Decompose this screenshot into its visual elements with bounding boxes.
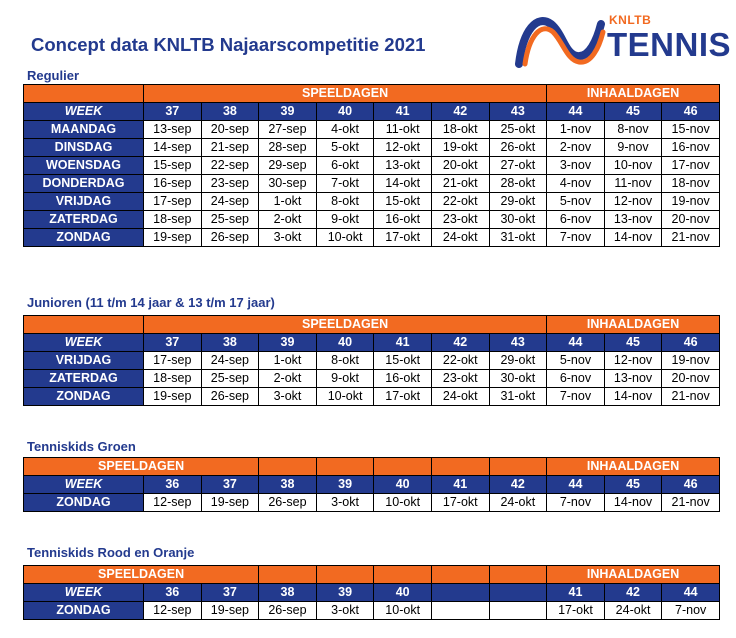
week-number: 45: [604, 334, 662, 352]
inhaaldagen-header: INHAALDAGEN: [547, 316, 720, 334]
empty-header-cell: [431, 566, 489, 584]
week-number: 38: [259, 476, 317, 494]
day-label: DINSDAG: [24, 139, 144, 157]
date-cell: 27-okt: [489, 157, 547, 175]
date-cell: 24-okt: [489, 494, 547, 512]
date-cell: 11-nov: [604, 175, 662, 193]
date-cell: 18-sep: [144, 370, 202, 388]
week-number: 44: [547, 334, 605, 352]
table-row: [24, 157, 720, 175]
table-row: [24, 229, 720, 247]
corner-cell: [24, 316, 144, 334]
date-cell: [431, 602, 489, 620]
date-cell: 12-sep: [144, 494, 202, 512]
date-cell: 1-okt: [259, 352, 317, 370]
date-cell: 7-nov: [547, 388, 605, 406]
date-cell: 15-okt: [374, 352, 432, 370]
table-row: [24, 602, 720, 620]
section-title-tenniskids-groen: Tenniskids Groen: [27, 439, 136, 454]
date-cell: 28-sep: [259, 139, 317, 157]
date-cell: 23-okt: [431, 370, 489, 388]
day-label: ZONDAG: [24, 494, 144, 512]
week-row: [24, 584, 720, 602]
date-cell: 19-sep: [201, 602, 259, 620]
date-cell: 17-okt: [374, 229, 432, 247]
week-number: 40: [374, 476, 432, 494]
knltb-tennis-logo: [515, 10, 732, 68]
date-cell: 24-sep: [201, 193, 259, 211]
date-cell: 19-nov: [662, 352, 720, 370]
date-cell: 6-okt: [316, 157, 374, 175]
corner-cell: [24, 85, 144, 103]
date-cell: 7-nov: [662, 602, 720, 620]
date-cell: 4-okt: [316, 121, 374, 139]
section-title-regulier: Regulier: [27, 68, 80, 83]
page-title: Concept data KNLTB Najaarscompetitie 2021: [31, 34, 426, 55]
week-row: [24, 476, 720, 494]
table-row: [24, 211, 720, 229]
week-label: WEEK: [24, 476, 144, 494]
section-title-junioren: Junioren (11 t/m 14 jaar & 13 t/m 17 jaar): [27, 295, 275, 310]
day-label: WOENSDAG: [24, 157, 144, 175]
week-label: WEEK: [24, 334, 144, 352]
inhaaldagen-header: INHAALDAGEN: [547, 566, 720, 584]
date-cell: 12-nov: [604, 193, 662, 211]
week-number: 39: [259, 103, 317, 121]
date-cell: 2-nov: [547, 139, 605, 157]
empty-header-cell: [259, 458, 317, 476]
date-cell: 22-okt: [431, 352, 489, 370]
date-cell: 14-sep: [144, 139, 202, 157]
date-cell: 10-nov: [604, 157, 662, 175]
empty-header-cell: [374, 566, 432, 584]
date-cell: [489, 602, 547, 620]
date-cell: 13-nov: [604, 211, 662, 229]
date-cell: 10-okt: [316, 229, 374, 247]
date-cell: 30-sep: [259, 175, 317, 193]
date-cell: 11-okt: [374, 121, 432, 139]
date-cell: 19-sep: [201, 494, 259, 512]
empty-header-cell: [374, 458, 432, 476]
date-cell: 20-nov: [662, 370, 720, 388]
date-cell: 13-okt: [374, 157, 432, 175]
date-cell: 14-okt: [374, 175, 432, 193]
date-cell: 3-nov: [547, 157, 605, 175]
week-number: 42: [489, 476, 547, 494]
speeldagen-header: SPEELDAGEN: [144, 85, 547, 103]
table-tenniskids-rood-oranje: [23, 565, 720, 620]
speeldagen-header: SPEELDAGEN: [24, 566, 259, 584]
empty-header-cell: [316, 458, 374, 476]
date-cell: 2-okt: [259, 211, 317, 229]
day-label: ZONDAG: [24, 388, 144, 406]
week-row: [24, 334, 720, 352]
table-junioren: [23, 315, 720, 406]
day-label: ZONDAG: [24, 229, 144, 247]
date-cell: 20-okt: [431, 157, 489, 175]
empty-header-cell: [431, 458, 489, 476]
date-cell: 12-okt: [374, 139, 432, 157]
date-cell: 10-okt: [374, 494, 432, 512]
week-number: 42: [431, 103, 489, 121]
header-row: [24, 85, 720, 103]
date-cell: 31-okt: [489, 229, 547, 247]
week-number: 38: [201, 334, 259, 352]
speeldagen-header: SPEELDAGEN: [144, 316, 547, 334]
date-cell: 5-okt: [316, 139, 374, 157]
date-cell: 8-okt: [316, 352, 374, 370]
date-cell: 13-nov: [604, 370, 662, 388]
table-row: [24, 175, 720, 193]
logo-swoosh-icon: [515, 10, 607, 68]
table-row: [24, 370, 720, 388]
date-cell: 3-okt: [259, 229, 317, 247]
empty-header-cell: [316, 566, 374, 584]
week-number: [431, 584, 489, 602]
date-cell: 17-sep: [144, 193, 202, 211]
date-cell: 16-nov: [662, 139, 720, 157]
date-cell: 19-sep: [144, 388, 202, 406]
week-number: 40: [374, 584, 432, 602]
logo-knltb-text: KNLTB: [609, 13, 652, 27]
date-cell: 29-sep: [259, 157, 317, 175]
week-number: 43: [489, 334, 547, 352]
date-cell: 9-nov: [604, 139, 662, 157]
week-number: 45: [604, 476, 662, 494]
empty-header-cell: [489, 458, 547, 476]
date-cell: 17-okt: [547, 602, 605, 620]
table-regulier: [23, 84, 720, 247]
date-cell: 26-sep: [259, 602, 317, 620]
inhaaldagen-header: INHAALDAGEN: [547, 85, 720, 103]
date-cell: 10-okt: [316, 388, 374, 406]
date-cell: 20-sep: [201, 121, 259, 139]
day-label: MAANDAG: [24, 121, 144, 139]
date-cell: 9-okt: [316, 211, 374, 229]
table-row: [24, 388, 720, 406]
date-cell: 7-okt: [316, 175, 374, 193]
date-cell: 21-okt: [431, 175, 489, 193]
date-cell: 30-okt: [489, 370, 547, 388]
date-cell: 1-nov: [547, 121, 605, 139]
date-cell: 29-okt: [489, 352, 547, 370]
date-cell: 17-okt: [374, 388, 432, 406]
date-cell: 21-sep: [201, 139, 259, 157]
date-cell: 12-nov: [604, 352, 662, 370]
date-cell: 21-nov: [662, 229, 720, 247]
date-cell: 26-okt: [489, 139, 547, 157]
week-number: [489, 584, 547, 602]
date-cell: 6-nov: [547, 370, 605, 388]
table-row: [24, 193, 720, 211]
date-cell: 7-nov: [547, 229, 605, 247]
day-label: ZATERDAG: [24, 211, 144, 229]
week-number: 39: [316, 584, 374, 602]
date-cell: 14-nov: [604, 229, 662, 247]
date-cell: 26-sep: [201, 229, 259, 247]
date-cell: 24-sep: [201, 352, 259, 370]
week-number: 46: [662, 103, 720, 121]
date-cell: 20-nov: [662, 211, 720, 229]
week-number: 46: [662, 476, 720, 494]
date-cell: 6-nov: [547, 211, 605, 229]
week-number: 44: [662, 584, 720, 602]
date-cell: 17-nov: [662, 157, 720, 175]
logo-tennis-text: TENNIS: [607, 26, 732, 63]
day-label: ZONDAG: [24, 602, 144, 620]
week-row: [24, 103, 720, 121]
date-cell: 24-okt: [431, 229, 489, 247]
inhaaldagen-header: INHAALDAGEN: [547, 458, 720, 476]
empty-header-cell: [259, 566, 317, 584]
date-cell: 18-sep: [144, 211, 202, 229]
date-cell: 24-okt: [431, 388, 489, 406]
date-cell: 21-nov: [662, 494, 720, 512]
week-number: 37: [201, 476, 259, 494]
date-cell: 19-sep: [144, 229, 202, 247]
date-cell: 14-nov: [604, 388, 662, 406]
date-cell: 18-nov: [662, 175, 720, 193]
week-number: 37: [144, 103, 202, 121]
week-number: 41: [374, 334, 432, 352]
date-cell: 19-okt: [431, 139, 489, 157]
date-cell: 21-nov: [662, 388, 720, 406]
week-number: 39: [259, 334, 317, 352]
week-number: 42: [431, 334, 489, 352]
week-number: 41: [374, 103, 432, 121]
week-number: 42: [604, 584, 662, 602]
date-cell: 5-nov: [547, 193, 605, 211]
week-number: 44: [547, 103, 605, 121]
date-cell: 22-sep: [201, 157, 259, 175]
week-number: 46: [662, 334, 720, 352]
week-number: 44: [547, 476, 605, 494]
date-cell: 14-nov: [604, 494, 662, 512]
date-cell: 5-nov: [547, 352, 605, 370]
date-cell: 17-okt: [431, 494, 489, 512]
week-label: WEEK: [24, 103, 144, 121]
date-cell: 26-sep: [259, 494, 317, 512]
date-cell: 15-sep: [144, 157, 202, 175]
date-cell: 30-okt: [489, 211, 547, 229]
week-number: 41: [431, 476, 489, 494]
date-cell: 23-sep: [201, 175, 259, 193]
date-cell: 12-sep: [144, 602, 202, 620]
date-cell: 7-nov: [547, 494, 605, 512]
header-row: [24, 316, 720, 334]
date-cell: 3-okt: [259, 388, 317, 406]
date-cell: 25-okt: [489, 121, 547, 139]
header-row: [24, 566, 720, 584]
empty-header-cell: [489, 566, 547, 584]
week-number: 40: [316, 334, 374, 352]
table-row: [24, 494, 720, 512]
date-cell: 29-okt: [489, 193, 547, 211]
date-cell: 16-okt: [374, 370, 432, 388]
date-cell: 22-okt: [431, 193, 489, 211]
date-cell: 27-sep: [259, 121, 317, 139]
date-cell: 31-okt: [489, 388, 547, 406]
date-cell: 25-sep: [201, 370, 259, 388]
table-row: [24, 352, 720, 370]
table-tenniskids-groen: [23, 457, 720, 512]
day-label: DONDERDAG: [24, 175, 144, 193]
date-cell: 8-nov: [604, 121, 662, 139]
week-number: 38: [201, 103, 259, 121]
week-number: 41: [547, 584, 605, 602]
day-label: ZATERDAG: [24, 370, 144, 388]
date-cell: 13-sep: [144, 121, 202, 139]
date-cell: 24-okt: [604, 602, 662, 620]
week-number: 38: [259, 584, 317, 602]
week-label: WEEK: [24, 584, 144, 602]
date-cell: 25-sep: [201, 211, 259, 229]
date-cell: 4-nov: [547, 175, 605, 193]
week-number: 40: [316, 103, 374, 121]
date-cell: 3-okt: [316, 602, 374, 620]
date-cell: 15-okt: [374, 193, 432, 211]
week-number: 45: [604, 103, 662, 121]
date-cell: 10-okt: [374, 602, 432, 620]
date-cell: 28-okt: [489, 175, 547, 193]
date-cell: 2-okt: [259, 370, 317, 388]
date-cell: 3-okt: [316, 494, 374, 512]
week-number: 37: [144, 334, 202, 352]
date-cell: 16-okt: [374, 211, 432, 229]
date-cell: 8-okt: [316, 193, 374, 211]
week-number: 36: [144, 476, 202, 494]
date-cell: 26-sep: [201, 388, 259, 406]
table-row: [24, 121, 720, 139]
header-row: [24, 458, 720, 476]
date-cell: 17-sep: [144, 352, 202, 370]
date-cell: 15-nov: [662, 121, 720, 139]
date-cell: 1-okt: [259, 193, 317, 211]
week-number: 36: [144, 584, 202, 602]
date-cell: 16-sep: [144, 175, 202, 193]
week-number: 37: [201, 584, 259, 602]
date-cell: 9-okt: [316, 370, 374, 388]
week-number: 43: [489, 103, 547, 121]
speeldagen-header: SPEELDAGEN: [24, 458, 259, 476]
week-number: 39: [316, 476, 374, 494]
date-cell: 23-okt: [431, 211, 489, 229]
day-label: VRIJDAG: [24, 352, 144, 370]
date-cell: 19-nov: [662, 193, 720, 211]
table-row: [24, 139, 720, 157]
day-label: VRIJDAG: [24, 193, 144, 211]
date-cell: 18-okt: [431, 121, 489, 139]
section-title-tenniskids-rood-oranje: Tenniskids Rood en Oranje: [27, 545, 195, 560]
